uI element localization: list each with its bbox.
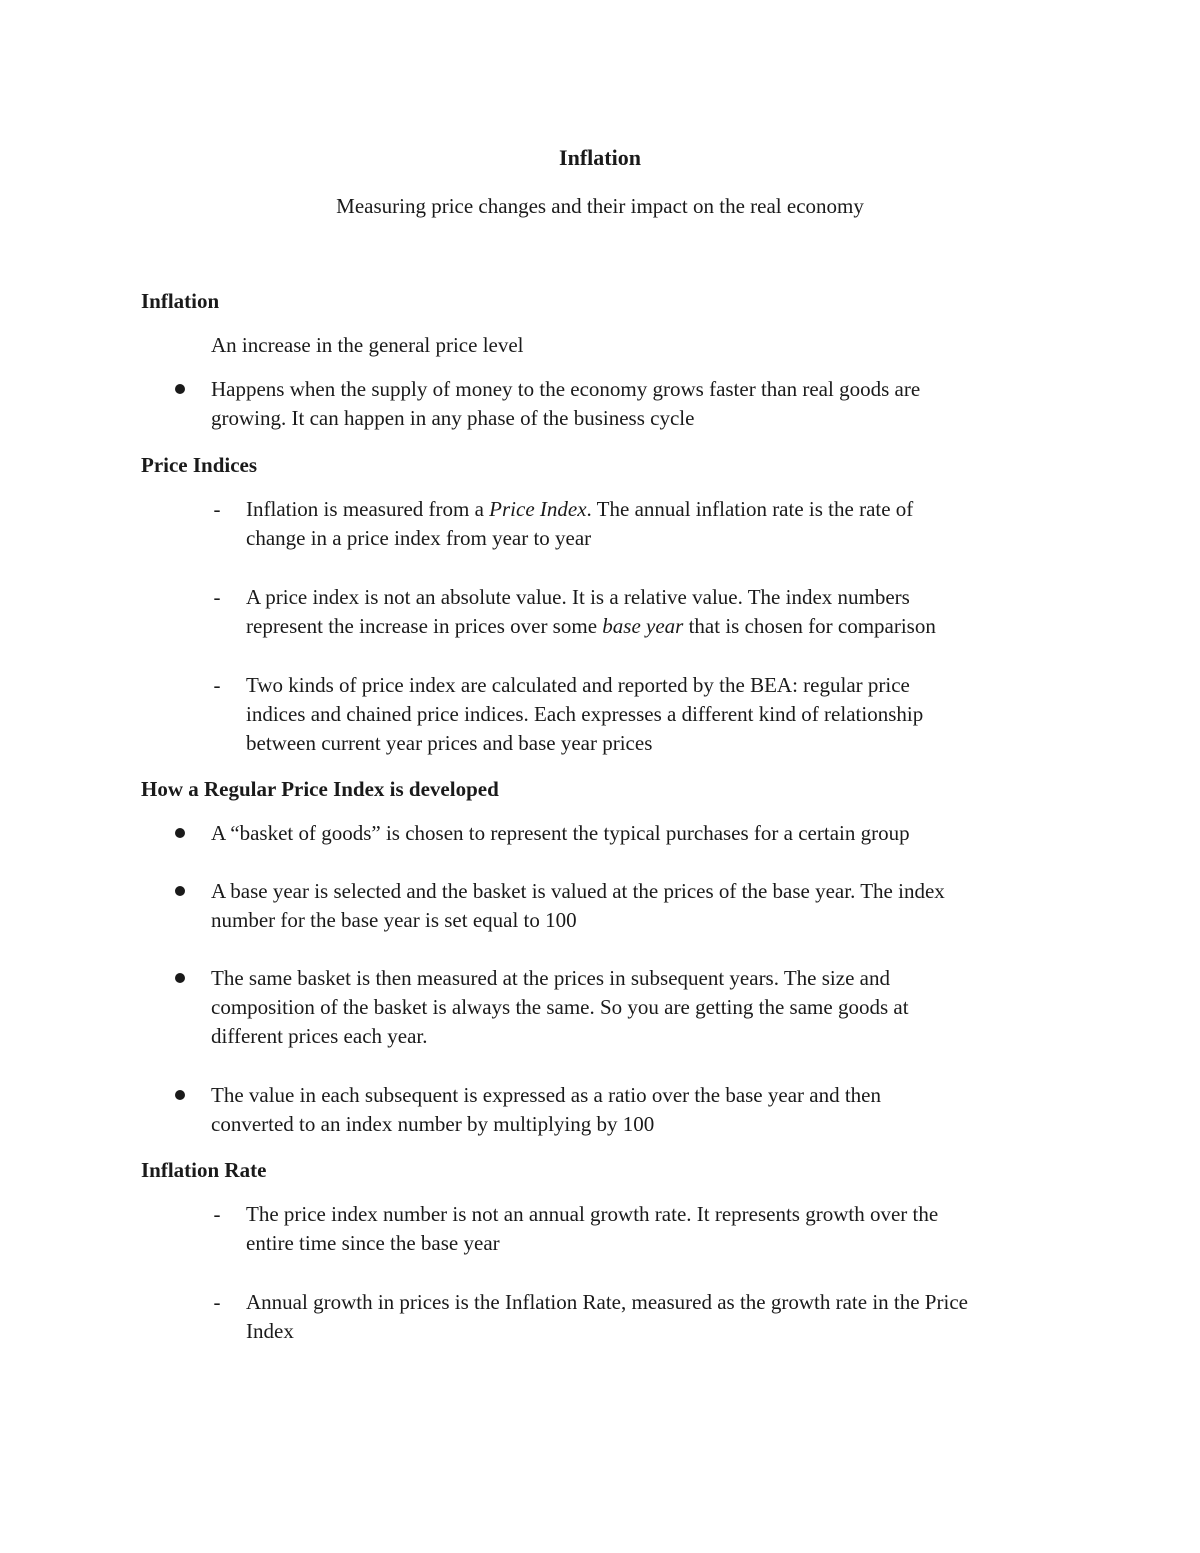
bullet-icon [175, 1090, 185, 1100]
list-item [213, 495, 1076, 553]
list-item [213, 1288, 1076, 1346]
list-item [213, 1200, 1076, 1258]
list-item-text: represent the increase in prices over some base year that is chosen for comparison [246, 614, 936, 638]
list-item-text: A price index is not an absolute value. It is a relative value. The index numbers [246, 585, 910, 609]
list-item-text: Index [246, 1319, 294, 1343]
list-item-text: growing. It can happen in any phase of the business cycle [211, 406, 695, 430]
section-heading-regular-price-index: How a Regular Price Index is developed [141, 777, 499, 801]
list-item [213, 583, 1076, 641]
list-item-text: Two kinds of price index are calculated and reported by the BEA: regular price [246, 673, 910, 697]
list-item-text: The same basket is then measured at the prices in subsequent years. The size and [211, 966, 890, 990]
list-item-text: converted to an index number by multiplying by 100 [211, 1112, 655, 1136]
dash-marker: - [213, 585, 221, 609]
bullet-icon [175, 886, 185, 896]
list-item [211, 877, 1071, 935]
dash-marker: - [213, 1290, 221, 1314]
list-item [211, 375, 1071, 433]
list-item-text: different prices each year. [211, 1024, 428, 1048]
list-item-text: composition of the basket is always the same. So you are getting the same goods at [211, 995, 909, 1019]
bullet-icon [175, 384, 185, 394]
section-heading-price-indices: Price Indices [141, 453, 258, 477]
emphasis-price-index: Price Index [489, 497, 587, 521]
document-subtitle: Measuring price changes and their impact on the real economy [336, 194, 864, 218]
inflation-definition: An increase in the general price level [211, 333, 524, 357]
dash-marker: - [213, 497, 221, 521]
bullet-icon [175, 973, 185, 983]
list-item-text: entire time since the base year [246, 1231, 500, 1255]
bullet-icon [175, 828, 185, 838]
list-item-text: The price index number is not an annual growth rate. It represents growth over the [246, 1202, 939, 1226]
list-item-text: between current year prices and base year prices [246, 731, 653, 755]
list-item-text: number for the base year is set equal to 100 [211, 908, 577, 932]
list-item [211, 819, 1071, 848]
list-item-text: The value in each subsequent is expressed as a ratio over the base year and then [211, 1083, 881, 1107]
dash-marker: - [213, 673, 221, 697]
dash-marker: - [213, 1202, 221, 1226]
list-item-text: Happens when the supply of money to the economy grows faster than real goods are [211, 377, 921, 401]
list-item [213, 671, 1076, 758]
emphasis-base-year: base year [602, 614, 684, 638]
list-item-text: A “basket of goods” is chosen to represent the typical purchases for a certain group [211, 821, 910, 845]
list-item-text: change in a price index from year to year [246, 526, 592, 550]
list-item-text: Inflation is measured from a Price Index. The annual inflation rate is the rate of [246, 497, 914, 521]
section-heading-inflation: Inflation [141, 289, 220, 313]
document-title: Inflation [559, 145, 641, 170]
list-item-text: Annual growth in prices is the Inflation Rate, measured as the growth rate in the Price [246, 1290, 968, 1314]
list-item [211, 1081, 1071, 1139]
list-item-text: indices and chained price indices. Each expresses a different kind of relationship [246, 702, 924, 726]
list-item [211, 964, 1071, 1051]
list-item-text: A base year is selected and the basket is valued at the prices of the base year. The index [211, 879, 945, 903]
section-heading-inflation-rate: Inflation Rate [141, 1158, 267, 1182]
